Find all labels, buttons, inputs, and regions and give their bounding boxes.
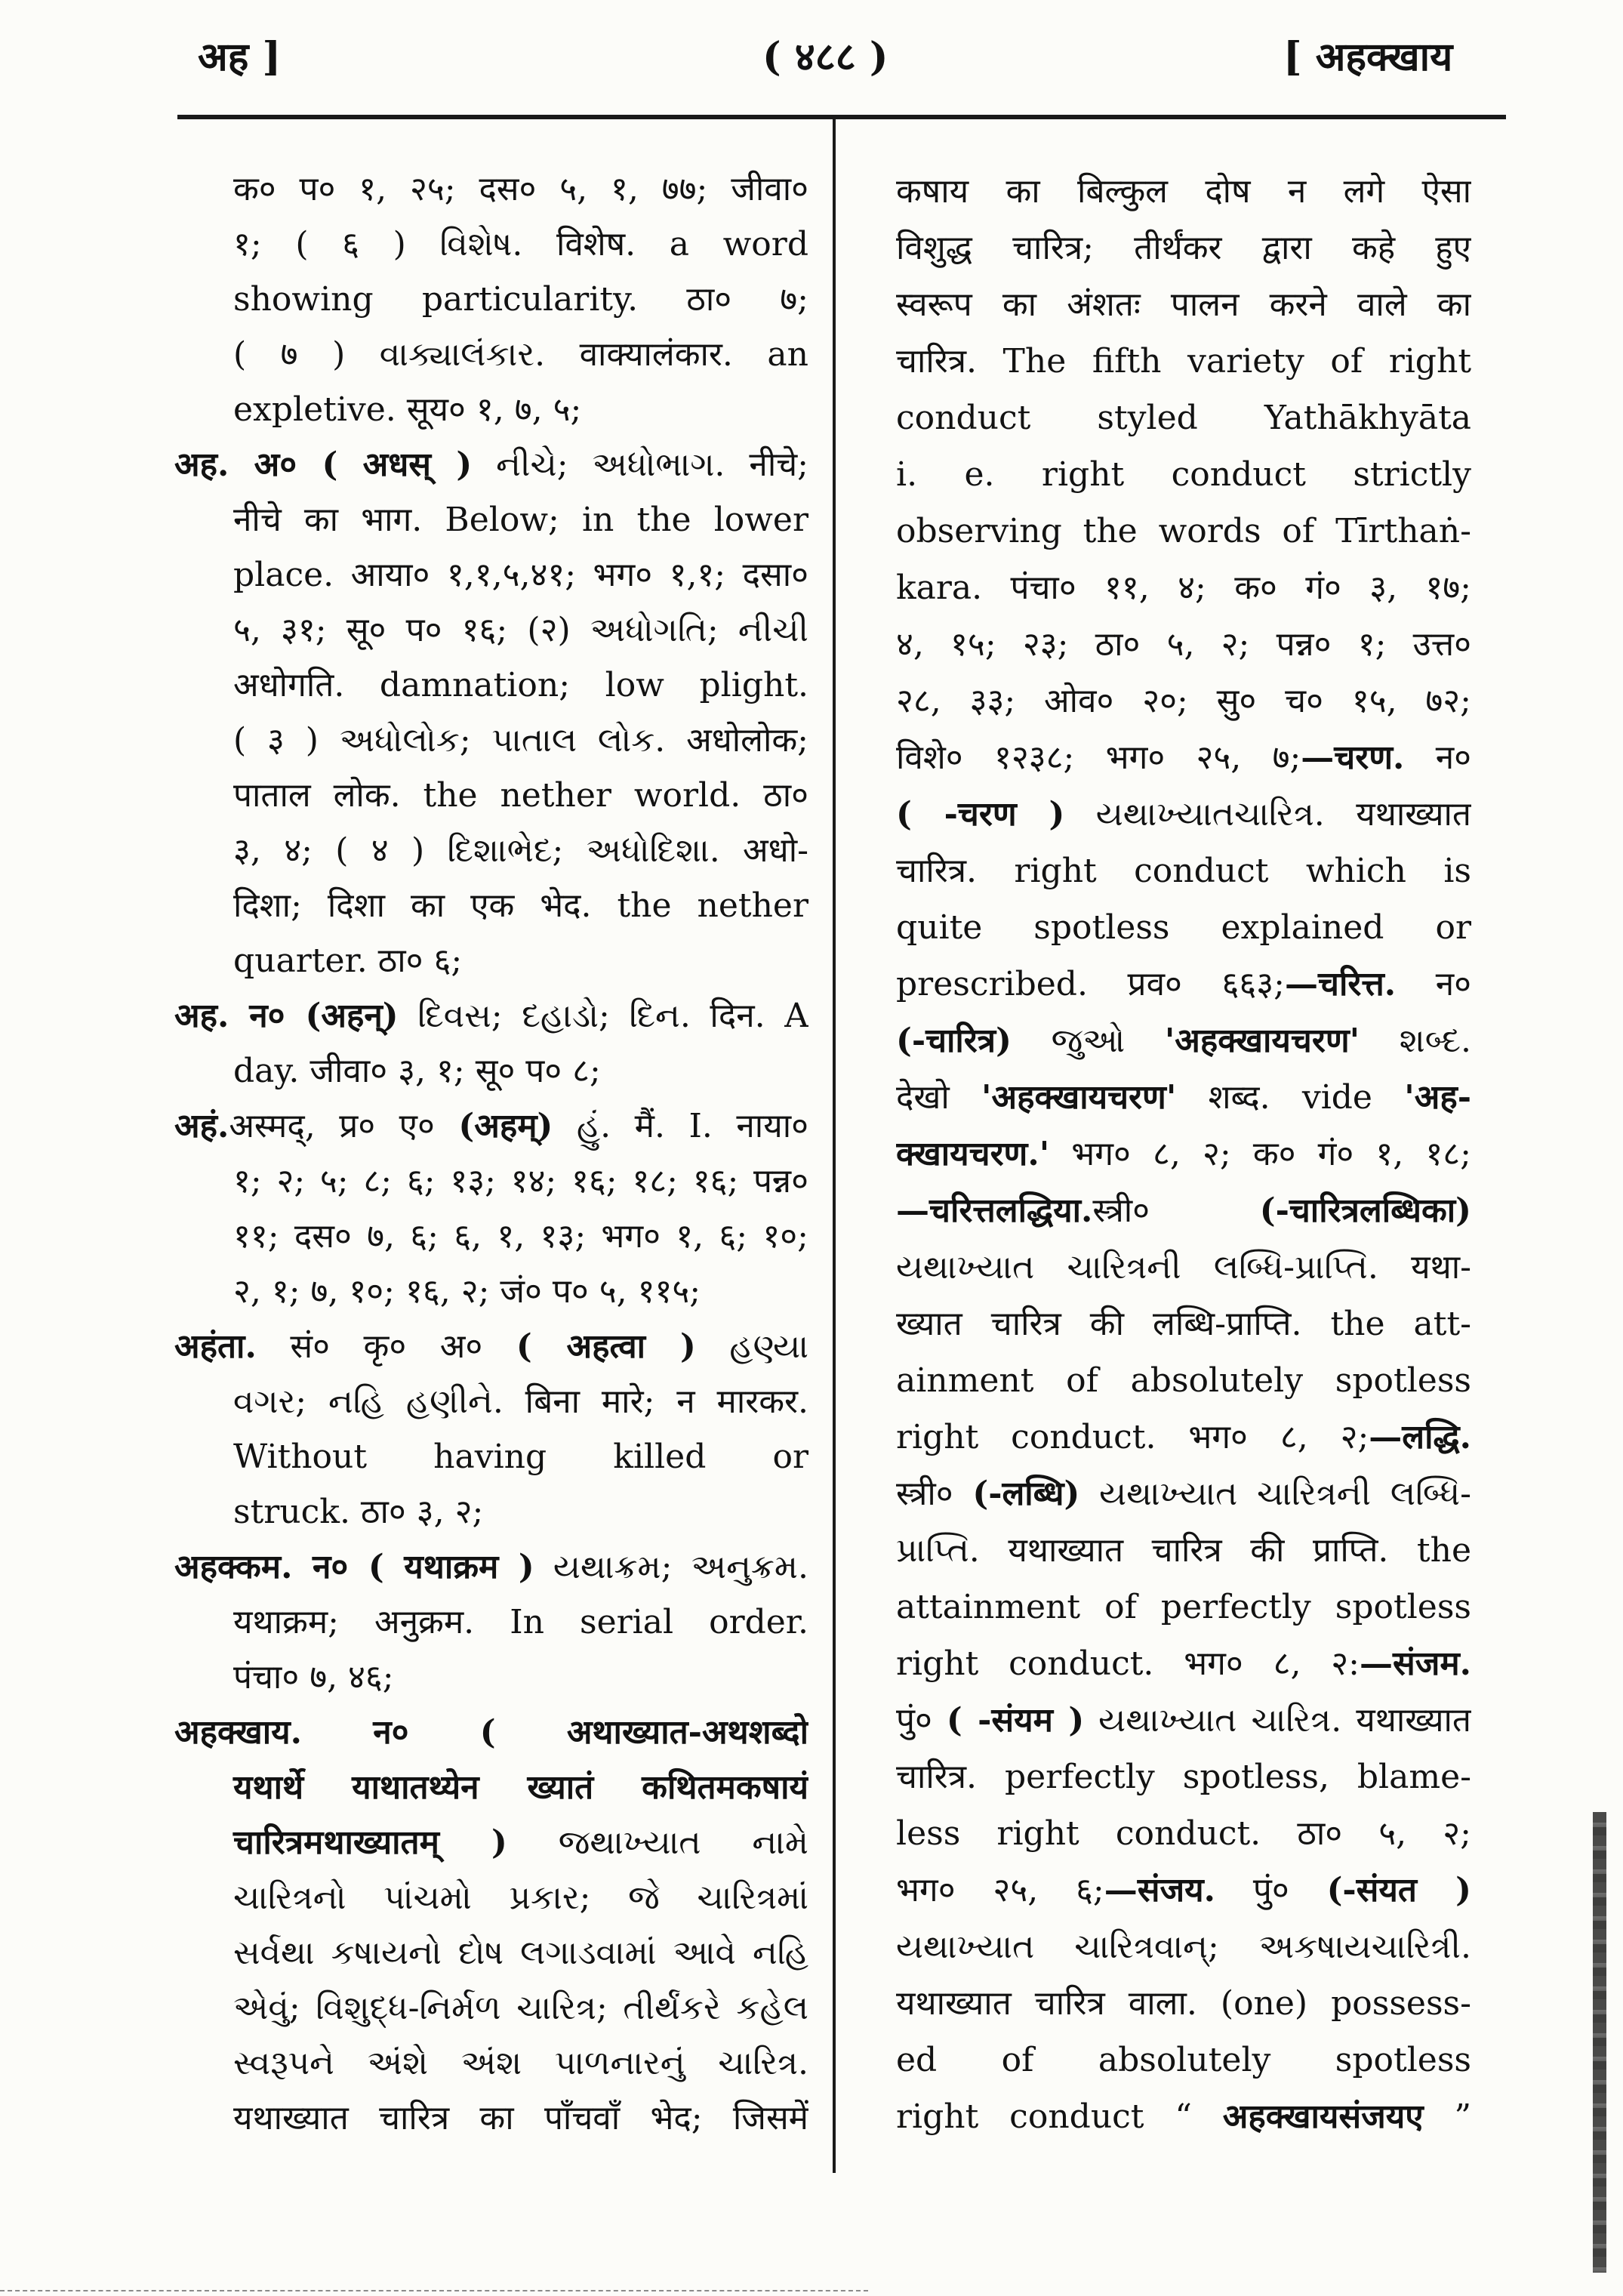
entry-line [174,1815,808,1870]
definition-text: चारित्र. The fifth variety of right [896,342,1471,381]
entry-line [174,878,808,933]
entry-line [174,713,808,768]
definition-text: न० [1404,738,1471,777]
definition-text: पाताल लोक. the nether world. ठा० [233,776,808,815]
entry-line [174,162,808,217]
entry-line [174,1429,808,1484]
entry-line [896,1975,1471,2032]
definition-text: right conduct. भग० ८, २; [896,1418,1369,1456]
definition-text: પ્રાપ્તિ. यथाख्यात चारित्र की प्राप्ति. the [896,1531,1471,1570]
definition-text: right conduct. भग० ८, २: [896,1644,1360,1683]
entry-line [896,1749,1471,1805]
entry-line [896,333,1471,390]
entry-line [896,1352,1471,1409]
dictionary-entry [174,1539,808,1705]
definition-text: ed of absolutely spotless [896,2041,1471,2079]
definition-text: attainment of perfectly spotless [896,1588,1471,1626]
left-column [174,162,808,2146]
grammar-tag: न० [292,1548,368,1586]
etymon: यथार्थे याथातथ्येन ख्यातं कथितमकषायं [233,1768,808,1807]
etymon: (-संयत ) [1326,1871,1471,1909]
definition-text: હું. मैं. I. नाया० [553,1107,808,1145]
entry-line [174,1925,808,1980]
definition-text: चारित्र. right conduct which is [896,852,1471,890]
definition-text: स्त्री० [1092,1191,1260,1230]
definition-text: યથાખ્યાત ચારિત્રની લબ્ધિ-પ્રાપ્તિ. यथा- [896,1248,1471,1287]
definition-text: न० [1396,965,1471,1003]
definition-text: ચારિત્રનો પાંચમો પ્રકાર; જે ચારિત્રમાં [233,1878,808,1917]
entry-line [896,956,1471,1012]
definition-text: observing the words of Tīrthaṅ- [896,512,1471,550]
subentry-headword: —संजय. [1104,1871,1215,1909]
definition-text: अस्मद्, प्र० ए० [229,1107,459,1145]
running-head-right: [ अहक्खाय [1283,34,1453,80]
definition-text: यथाख्यात चारित्र वाला. (one) possess- [896,1984,1471,2023]
entry-line [174,1154,808,1209]
definition-text: quite spotless explained or [896,908,1471,947]
right-column [896,163,1471,2145]
entry-line [174,1319,808,1374]
grammar-tag: न० [229,997,306,1035]
grammar-tag: न० [301,1713,480,1752]
definition-text: place. आया० १,१,५,४१; भग० १,१; दसा० [233,556,808,594]
definition-text: ( ७ ) વાક્યાલંકાર. वाक्यालंकार. an [233,335,808,374]
entry-line [896,2088,1471,2145]
cross-reference: क्खायचरण.' [896,1135,1050,1173]
definition-text: भग० २५, ६; [896,1871,1104,1909]
entry-line [896,843,1471,899]
definition-text: २८, ३३; ओव० २०; सु० च० १५, ७२; [896,682,1471,720]
definition-text: ( ३ ) અધોલોક; પાતાલ લોક. अधोलोक; [233,721,808,760]
subentry-headword: —चरित्त. [1285,965,1397,1003]
entry-line [896,1522,1471,1579]
etymon: (अहम्) [458,1107,553,1145]
definition-text: day. जीवा० ३, १; सू० प० ८; [233,1052,601,1090]
definition-text: ११; दस० ७, ६; ६, १, १३; भग० १, ६; १०; [233,1217,808,1256]
definition-text: શબ્દ. [1360,1022,1471,1060]
definition-text: kara. पंचा० ११, ४; क० गं० ३, १७; [896,569,1471,607]
headword: अहक्कम. [174,1548,293,1586]
definition-text: વગર; નહિ હણીને. बिना मारे; न मारकर. [233,1382,808,1421]
definition-text: Without having killed or [233,1438,808,1476]
definition-text: showing particularity. ठा० ७; [233,280,808,319]
headword: अहक्खाय. [174,1713,302,1752]
entry-line [896,1635,1471,1692]
definition-text: struck. ठा० ३, २; [233,1493,484,1531]
grammar-tag: अ० [229,445,322,484]
definition-text: દિવસ; દહાડો; દિન. दिन. A [398,997,808,1035]
entry-line [174,1650,808,1705]
definition-text: १; ( ६ ) વિશેષ. विशेष. a word [233,225,808,264]
definition-text: યથાખ્યાત ચારિત્રની લબ્ધિ- [1079,1475,1471,1513]
scan-edge-shadow [1593,1812,1606,2273]
definition-text: ५, ३१; सू० प० १६; (२) અધોગતિ; નીચી [233,611,808,649]
column-divider [833,119,836,2173]
definition-text: यथाख्यात चारित्र का पाँचवाँ भेद; जिसमें [233,2099,808,2137]
dictionary-entry [174,1705,808,2146]
definition-text: યથાખ્યાત ચારિત્રવાન્; અકષાયચારિત્રી. [896,1928,1471,1966]
entry-line [174,437,808,492]
entry-line [174,272,808,327]
entry-line [896,1805,1471,1862]
entry-line [174,1760,808,1815]
dictionary-entry [174,1099,808,1319]
entry-line [174,1980,808,2036]
entry-line [174,492,808,547]
entry-line [174,1099,808,1154]
entry-line [896,446,1471,503]
entry-line [896,673,1471,729]
header-rule [177,115,1506,119]
entry-line [174,1595,808,1650]
entry-continuation [896,163,1471,2145]
entry-line [174,988,808,1043]
entry-line [896,2032,1471,2088]
entry-line [896,1862,1471,1918]
entry-line [896,220,1471,276]
entry-line [174,2036,808,2091]
definition-text: नीचे का भाग. Below; in the lower [233,501,808,539]
definition-text: क० प० १, २५; दस० ५, १, ७७; जीवा० [233,170,808,208]
cross-reference: 'अह- [1404,1078,1471,1117]
headword: अहं. [174,1107,229,1145]
definition-text: शब्द. vide [1176,1078,1405,1117]
cross-reference: 'अहक्खायचरण' [981,1078,1177,1117]
entry-line [174,768,808,823]
entry-line [896,1296,1471,1352]
etymon: ( अधस् ) [322,445,473,484]
definition-text: prescribed. प्रव० ६६३; [896,965,1286,1003]
definition-text: १; २; ५; ८; ६; १३; १४; १६; १८; १६; पन्न० [233,1162,808,1200]
entry-line [896,1692,1471,1749]
definition-text: पुं० [1215,1871,1327,1909]
etymon: (-लब्धि) [972,1475,1080,1513]
entry-line [174,1870,808,1925]
entry-line [174,1539,808,1595]
headword: अहंता. [174,1327,257,1366]
entry-line [896,899,1471,956]
definition-text: चारित्र. perfectly spotless, blame- [896,1758,1471,1796]
entry-line [896,1012,1471,1069]
etymon: ( अथाख्यात-अथशब्दो [479,1713,808,1752]
definition-text: २, १; ७, १०; १६, २; जं० प० ५, ११५; [233,1272,701,1311]
etymon: ( अहत्वा ) [516,1327,696,1366]
entry-line [896,559,1471,616]
definition-text: कषाय का बिल्कुल दोष न लगे ऐसा [896,172,1471,211]
subentry-headword: —लद्धि. [1369,1418,1471,1456]
subentry-headword: —चरित्तलद्धिया. [896,1191,1093,1230]
entry-line [174,823,808,878]
definition-text: भग० ८, २; क० गं० १, १८; [1049,1135,1471,1173]
entry-continuation [174,162,808,437]
entry-line [896,616,1471,673]
entry-line [896,163,1471,220]
definition-text: स्त्री० [896,1475,973,1513]
entry-line [174,1264,808,1319]
definition-text: ख्यात चारित्र की लब्धि-प्राप्ति. the att- [896,1305,1471,1343]
entry-line [896,503,1471,559]
definition-text: યથાખ્યાતચારિત્ર. यथाख्यात [1064,795,1471,834]
entry-line [174,1374,808,1429]
definition-text: ३, ४; ( ४ ) દિશાભેદ; અધોદિશા. अधो- [233,831,808,870]
entry-line [174,327,808,382]
entry-line [896,1918,1471,1975]
definition-text: ainment of absolutely spotless [896,1361,1471,1400]
etymon: (-चारित्र) [896,1022,1012,1060]
entry-line [174,2091,808,2146]
subentry-headword: —चरण. [1301,738,1405,777]
definition-text: right conduct “ [896,2097,1223,2136]
page-bottom-edge [0,2290,868,2291]
definition-text: સ્વરૂપને અંશે અંશ પાળનારનું ચારિત્ર. [233,2044,808,2082]
etymon: ( -संयम ) [946,1701,1085,1740]
headword: अह. [174,997,229,1035]
entry-line [174,217,808,272]
definition-text: देखो [896,1078,982,1117]
definition-text: યથાક્રમ; અનુક્રમ. [534,1548,808,1586]
entry-line [174,603,808,658]
definition-text: दिशा; दिशा का एक भेद. the nether [233,886,808,925]
entry-line [896,786,1471,843]
entry-line [174,382,808,437]
definition-text: विशुद्ध चारित्र; तीर्थंकर द्वारा कहे हुए [896,229,1471,267]
entry-line [174,1043,808,1099]
definition-text: यथाक्रम; अनुक्रम. In serial order. [233,1603,808,1641]
definition-text: conduct styled Yathākhyāta [896,399,1471,437]
definition-text: હણ્યા [695,1327,808,1366]
definition-text: quarter. ठा० ६; [233,942,463,980]
cross-reference: अहक्खायसंजयए [1222,2097,1424,2136]
etymon: ( यथाक्रम ) [368,1548,534,1586]
dictionary-entry [174,988,808,1099]
entry-line [896,1182,1471,1239]
definition-text: स्वरूप का अंशतः पालन करने वाले का [896,285,1471,324]
headword: अह. [174,445,229,484]
entry-line [174,1209,808,1264]
definition-text: पुं० [896,1701,947,1740]
dictionary-entry [174,1319,808,1539]
definition-text: सं० कृ० अ० [256,1327,516,1366]
definition-text: less right conduct. ठा० ५, २; [896,1814,1471,1853]
entry-line [896,729,1471,786]
definition-text: જથાખ્યાત નામે [507,1823,808,1862]
page-number: ( ४८८ ) [762,34,888,80]
definition-text: अधोगति. damnation; low plight. [233,666,808,704]
entry-line [174,547,808,603]
definition-text: ४, १५; २३; ठा० ५, २; पन्न० १; उत्त० [896,625,1471,664]
definition-text: જુઓ [1011,1022,1165,1060]
definition-text: એવું; વિશુદ્ધ-નિર્મળ ચારિત્ર; તીર્થંકરે કહેલ [233,1989,808,2027]
entry-line [896,1126,1471,1182]
etymon: ( -चरण ) [896,795,1065,834]
definition-text: નીચે; અધોભાગ. नीचे; [472,445,808,484]
running-head-left: अह ] [198,34,282,80]
cross-reference: 'अहक्खायचरण' [1164,1022,1360,1060]
dictionary-entry [174,437,808,988]
definition-text: विशे० १२३८; भग० २५, ७; [896,738,1301,777]
entry-line [896,276,1471,333]
entry-line [896,1409,1471,1465]
definition-text: ” [1423,2097,1471,2136]
entry-line [896,390,1471,446]
etymon: (-चारित्रलब्धिका) [1259,1191,1471,1230]
definition-text: યથાખ્યાત ચારિત્ર. यथाख्यात [1084,1701,1471,1740]
entry-line [896,1239,1471,1296]
definition-text: expletive. सूय० १, ७, ५; [233,390,582,429]
definition-text: સર્વથા કષાયનો દોષ લગાડવામાં આવે નહિ [233,1934,808,1972]
entry-line [896,1069,1471,1126]
entry-line [174,933,808,988]
etymon: (अहन्) [305,997,399,1035]
entry-line [174,1705,808,1760]
definition-text: पंचा० ७, ४६; [233,1658,394,1697]
definition-text: i. e. right conduct strictly [896,455,1471,494]
etymon: चारित्रमथाख्यातम् ) [233,1823,507,1862]
subentry-headword: —संजम. [1359,1644,1471,1683]
entry-line [174,1484,808,1539]
entry-line [174,658,808,713]
entry-line [896,1579,1471,1635]
entry-line [896,1465,1471,1522]
